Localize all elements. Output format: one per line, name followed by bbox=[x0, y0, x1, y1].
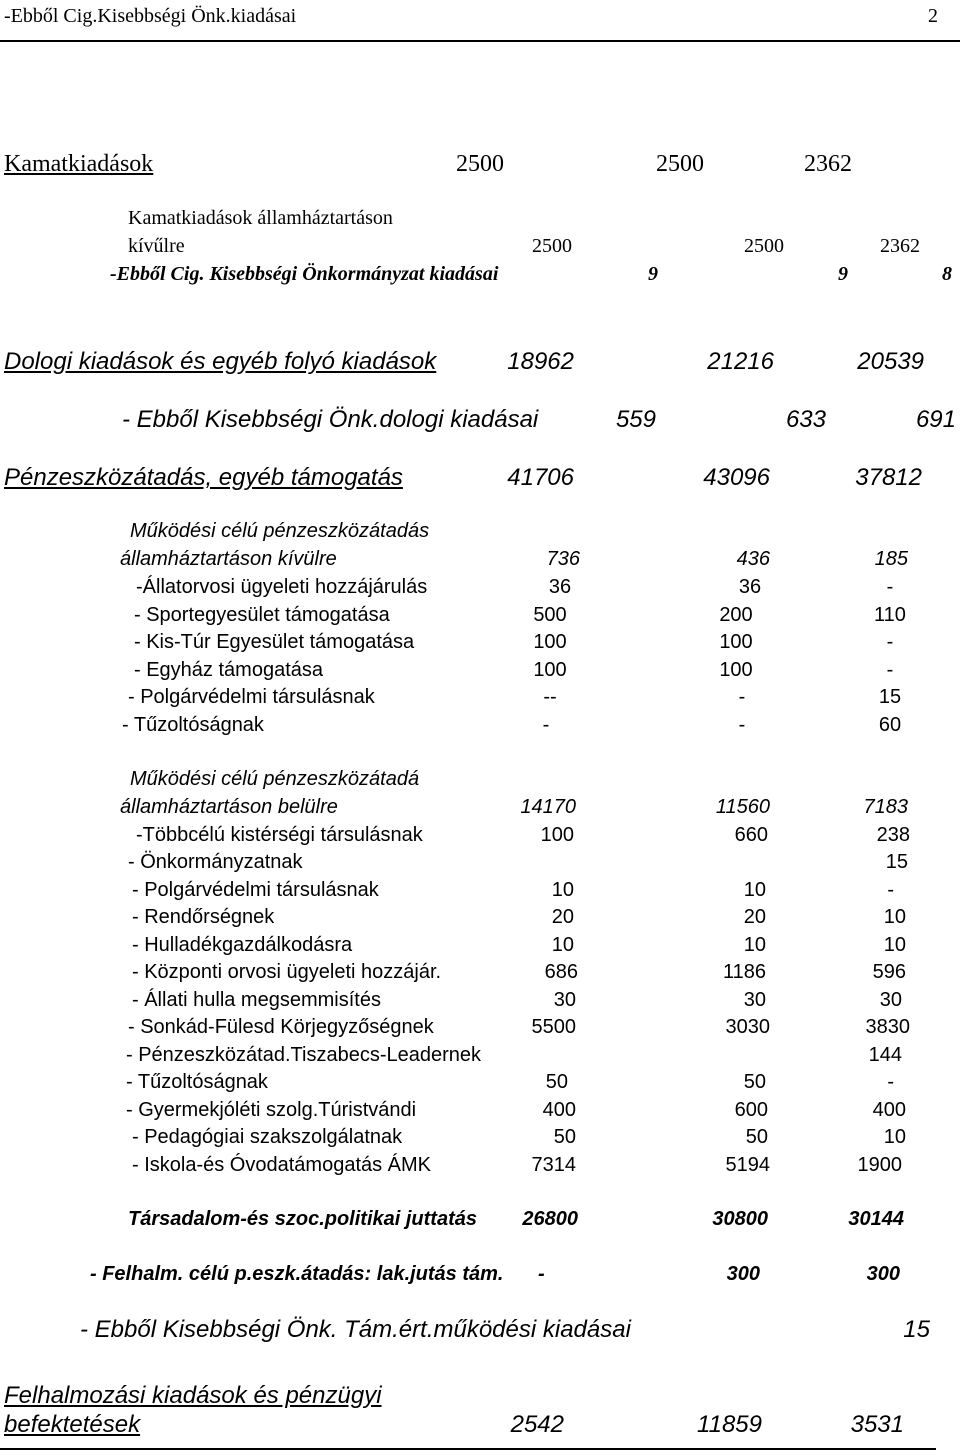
belulre-row-label: - Rendőrségnek bbox=[132, 906, 275, 928]
kivulre-row-v1: - bbox=[542, 714, 550, 736]
kivulre-heading-line2: államháztartáson kívülre bbox=[120, 548, 337, 570]
belulre-row-v3: 3830 bbox=[865, 1016, 910, 1038]
belulre-row-label: - Állati hulla megsemmisítés bbox=[132, 989, 381, 1011]
felhalm-tam-v2: 300 bbox=[726, 1263, 760, 1285]
kamat-cig-v3: 8 bbox=[942, 263, 952, 285]
belulre-row-label: - Polgárvédelmi társulásnak bbox=[132, 879, 379, 901]
belulre-row-label: -Többcélú kistérségi társulásnak bbox=[136, 824, 423, 846]
felhalm-tam-label: - Felhalm. célú p.eszk.átadás: lak.jutás tám. bbox=[90, 1263, 504, 1285]
belulre-row-label: - Iskola-és Óvodatámogatás ÁMK bbox=[132, 1154, 432, 1176]
dologi-sub-v2: 633 bbox=[785, 406, 826, 433]
belulre-row-label: - Pedagógiai szakszolgálatnak bbox=[132, 1126, 403, 1148]
belulre-row-label: - Önkormányzatnak bbox=[128, 851, 303, 873]
belulre-heading-line2: államháztartáson belülre bbox=[120, 796, 338, 818]
penzesz-v2: 43096 bbox=[703, 464, 770, 491]
kamat-v3: 2362 bbox=[804, 151, 852, 177]
belulre-row-v2: 10 bbox=[743, 879, 766, 901]
kivulre-row-v2: 100 bbox=[719, 631, 753, 653]
belulre-row-v1: 400 bbox=[542, 1099, 576, 1121]
kivulre-v3: 185 bbox=[874, 548, 908, 570]
kivulre-row-v3: - bbox=[886, 631, 894, 653]
kamat-v2: 2500 bbox=[656, 151, 704, 177]
belulre-row-v1: 7314 bbox=[531, 1154, 576, 1176]
kamat-sub-v3: 2362 bbox=[880, 235, 920, 257]
kivulre-row-label: -Állatorvosi ügyeleti hozzájárulás bbox=[136, 576, 428, 598]
kivulre-row-v2: 100 bbox=[719, 659, 753, 681]
belulre-row-v1: 10 bbox=[551, 934, 574, 956]
kamat-cig-v2: 9 bbox=[838, 263, 848, 285]
belulre-row-v1: 30 bbox=[553, 989, 576, 1011]
dologi-sub-label: - Ebből Kisebbségi Önk.dologi kiadásai bbox=[122, 406, 539, 433]
belulre-row-v3: 10 bbox=[883, 1126, 906, 1148]
belulre-heading-line1: Működési célú pénzeszközátadá bbox=[130, 768, 420, 790]
belulre-v1: 14170 bbox=[520, 796, 576, 818]
kivulre-row-v3: 15 bbox=[878, 686, 902, 708]
belulre-row-v1: 10 bbox=[551, 879, 574, 901]
kamat-sub-v1: 2500 bbox=[532, 235, 572, 257]
belulre-row-v2: 30 bbox=[743, 989, 766, 1011]
penzesz-v1: 41706 bbox=[507, 464, 574, 491]
top-rule bbox=[0, 40, 960, 42]
dologi-sub-v3: 691 bbox=[915, 406, 956, 433]
kamat-sub-v2: 2500 bbox=[744, 235, 784, 257]
belulre-row-label: - Tűzoltóságnak bbox=[126, 1071, 268, 1093]
belulre-row-v2: 50 bbox=[745, 1126, 768, 1148]
kivulre-row-v2: - bbox=[738, 686, 746, 708]
felhalmozasi-heading-line1: Felhalmozási kiadások és pénzügyi bbox=[4, 1382, 382, 1409]
belulre-row-v3: 10 bbox=[883, 906, 906, 928]
belulre-row-label: - Pénzeszközátad.Tiszabecs-Leadernek bbox=[126, 1044, 481, 1066]
kivulre-row-v2: 36 bbox=[738, 576, 762, 598]
kivulre-v1: 736 bbox=[546, 548, 580, 570]
belulre-row-v1: 5500 bbox=[531, 1016, 576, 1038]
kamat-sub-line2: kívűlre bbox=[128, 235, 185, 257]
kivulre-row-v3: - bbox=[886, 576, 894, 598]
kivulre-row-v1: 100 bbox=[533, 631, 567, 653]
belulre-row-v3: 10 bbox=[883, 934, 906, 956]
kamat-cig-v1: 9 bbox=[648, 263, 658, 285]
kivulre-row-v1: 500 bbox=[533, 604, 567, 626]
belulre-row-label: - Sonkád-Fülesd Körjegyzőségnek bbox=[128, 1016, 434, 1038]
tarsadalom-label: Társadalom-és szoc.politikai juttatás bbox=[128, 1208, 477, 1230]
belulre-row-v3: 400 bbox=[872, 1099, 906, 1121]
belulre-row-v2: 600 bbox=[734, 1099, 768, 1121]
kivulre-row-label: - Polgárvédelmi társulásnak bbox=[128, 686, 375, 708]
bottom-rule bbox=[0, 1448, 936, 1450]
belulre-row-v2: 1186 bbox=[722, 961, 766, 983]
tarsadalom-v3: 30144 bbox=[848, 1208, 904, 1230]
kivulre-row-label: - Sportegyesület támogatása bbox=[134, 604, 390, 626]
belulre-row-v2: 3030 bbox=[725, 1016, 770, 1038]
kivulre-row-label: - Egyház támogatása bbox=[134, 659, 323, 681]
belulre-v2: 11560 bbox=[715, 796, 770, 818]
penzesz-v3: 37812 bbox=[855, 464, 922, 491]
belulre-row-v2: 20 bbox=[743, 906, 766, 928]
belulre-row-v3: - bbox=[887, 1071, 894, 1093]
belulre-row-v3: 15 bbox=[885, 851, 908, 873]
kisebbsegi-tam-label: - Ebből Kisebbségi Önk. Tám.ért.működési kiadásai bbox=[80, 1316, 631, 1343]
kamat-cig-label: -Ebből Cig. Kisebbségi Önkormányzat kiadásai bbox=[110, 263, 499, 285]
belulre-row-label: - Hulladékgazdálkodásra bbox=[132, 934, 353, 956]
dologi-sub-v1: 559 bbox=[615, 406, 656, 433]
kamat-v1: 2500 bbox=[456, 151, 504, 177]
belulre-row-v2: 50 bbox=[743, 1071, 766, 1093]
felhalmozasi-v2: 11859 bbox=[697, 1411, 762, 1438]
kisebbsegi-tam-v3: 15 bbox=[903, 1316, 930, 1343]
belulre-row-v1: 50 bbox=[545, 1071, 568, 1093]
belulre-row-v1: 50 bbox=[553, 1126, 576, 1148]
kivulre-row-v2: 200 bbox=[719, 604, 753, 626]
dologi-v3: 20539 bbox=[857, 348, 924, 375]
belulre-row-v3: 144 bbox=[868, 1044, 902, 1066]
kivulre-row-v1: 36 bbox=[548, 576, 572, 598]
felhalm-tam-v1: - bbox=[538, 1263, 545, 1285]
belulre-row-label: - Gyermekjóléti szolg.Túristvándi bbox=[126, 1099, 417, 1121]
belulre-row-v2: 660 bbox=[734, 824, 768, 846]
belulre-row-v3: 238 bbox=[876, 824, 910, 846]
belulre-row-v2: 5194 bbox=[725, 1154, 770, 1176]
belulre-row-label: - Központi orvosi ügyeleti hozzájár. bbox=[132, 961, 442, 983]
kivulre-row-v1: 100 bbox=[533, 659, 567, 681]
belulre-row-v3: 596 bbox=[872, 961, 906, 983]
top-label: -Ebből Cig.Kisebbségi Önk.kiadásai bbox=[4, 5, 297, 27]
felhalmozasi-v3: 3531 bbox=[850, 1411, 904, 1438]
belulre-row-v2: 10 bbox=[743, 934, 766, 956]
penzesz-heading: Pénzeszközátadás, egyéb támogatás bbox=[4, 464, 403, 491]
kivulre-heading-line1: Működési célú pénzeszközátadás bbox=[130, 520, 430, 542]
tarsadalom-v1: 26800 bbox=[522, 1208, 578, 1230]
belulre-row-v1: 100 bbox=[540, 824, 574, 846]
belulre-row-v3: 30 bbox=[879, 989, 902, 1011]
kivulre-row-label: - Tűzoltóságnak bbox=[122, 714, 264, 736]
kivulre-row-v3: - bbox=[886, 659, 894, 681]
kivulre-row-v2: - bbox=[738, 714, 746, 736]
kivulre-row-v3: 60 bbox=[878, 714, 902, 736]
felhalm-tam-v3: 300 bbox=[866, 1263, 900, 1285]
felhalmozasi-v1: 2542 bbox=[510, 1411, 564, 1438]
belulre-row-v3: - bbox=[887, 879, 894, 901]
felhalmozasi-heading-line2: befektetések bbox=[4, 1411, 141, 1438]
kamat-heading: Kamatkiadások bbox=[4, 151, 154, 177]
top-value: 2 bbox=[928, 5, 938, 27]
dologi-v2: 21216 bbox=[707, 348, 774, 375]
belulre-v3: 7183 bbox=[863, 796, 908, 818]
dologi-heading: Dologi kiadások és egyéb folyó kiadások bbox=[4, 348, 437, 375]
kivulre-row-v3: 110 bbox=[874, 604, 906, 626]
belulre-row-v1: 20 bbox=[551, 906, 574, 928]
kivulre-row-label: - Kis-Túr Egyesület támogatása bbox=[134, 631, 415, 653]
tarsadalom-v2: 30800 bbox=[712, 1208, 768, 1230]
kivulre-v2: 436 bbox=[736, 548, 770, 570]
kivulre-row-v1: -- bbox=[543, 686, 557, 708]
belulre-row-v3: 1900 bbox=[857, 1154, 902, 1176]
dologi-v1: 18962 bbox=[507, 348, 574, 375]
kamat-sub-line1: Kamatkiadások államháztartáson bbox=[128, 207, 393, 229]
belulre-row-v1: 686 bbox=[544, 961, 578, 983]
